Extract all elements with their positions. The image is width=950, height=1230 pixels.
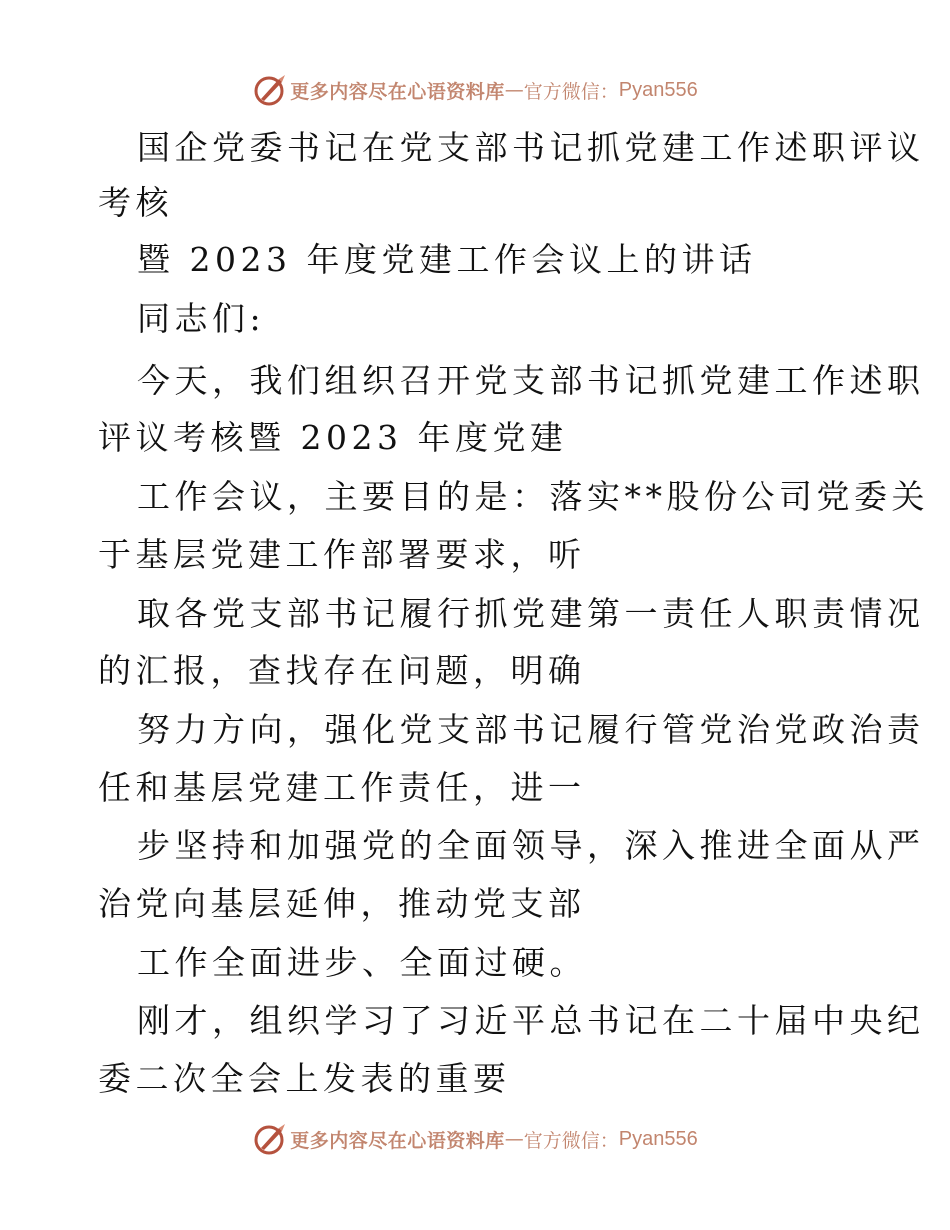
paragraph-line: 任和基层党建工作责任，进一	[98, 768, 586, 807]
paragraph-line: 评议考核暨 2023 年度党建	[98, 418, 568, 457]
paragraph-line: 的汇报，查找存在问题，明确	[98, 651, 586, 690]
salutation: 同志们:	[137, 299, 266, 338]
subtitle-line: 暨 2023 年度党建工作会议上的讲话	[137, 240, 757, 279]
header-banner-text: 更多内容尽在心语资料库	[290, 80, 505, 103]
header-banner-wechat-label: 官方微信：	[523, 80, 619, 103]
title-line-1: 国企党委书记在党支部书记抓党建工作述职评议	[137, 128, 925, 167]
paragraph-line: 步坚持和加强党的全面领导，深入推进全面从严	[137, 826, 925, 865]
paragraph-line: 努力方向，强化党支部书记履行管党治党政治责	[137, 710, 925, 749]
footer-watermark-banner	[0, 1119, 950, 1159]
header-banner-wechat-id: Pyan556	[618, 78, 698, 101]
paragraph-line: 于基层党建工作部署要求，听	[98, 535, 586, 574]
quill-logo-icon	[252, 72, 288, 108]
footer-banner-wechat-id: Pyan556	[618, 1127, 698, 1150]
paragraph-line: 今天，我们组织召开党支部书记抓党建工作述职	[137, 361, 925, 400]
header-watermark-banner	[0, 70, 950, 110]
paragraph-line: 委二次全会上发表的重要	[98, 1059, 511, 1098]
paragraph-line: 工作全面进步、全面过硬。	[137, 943, 587, 982]
title-line-2: 考核	[98, 183, 173, 222]
paragraph-line: 取各党支部书记履行抓党建第一责任人职责情况	[137, 594, 925, 633]
header-banner-separator: —	[504, 79, 524, 101]
quill-logo-icon	[252, 1121, 288, 1157]
paragraph-line: 工作会议，主要目的是：落实**股份公司党委关	[137, 477, 929, 516]
footer-banner-separator: —	[504, 1128, 524, 1150]
footer-banner-wechat-label: 官方微信：	[523, 1129, 619, 1152]
paragraph-line: 刚才，组织学习了习近平总书记在二十届中央纪	[137, 1001, 925, 1040]
footer-banner-text: 更多内容尽在心语资料库	[290, 1129, 505, 1152]
paragraph-line: 治党向基层延伸，推动党支部	[98, 884, 586, 923]
